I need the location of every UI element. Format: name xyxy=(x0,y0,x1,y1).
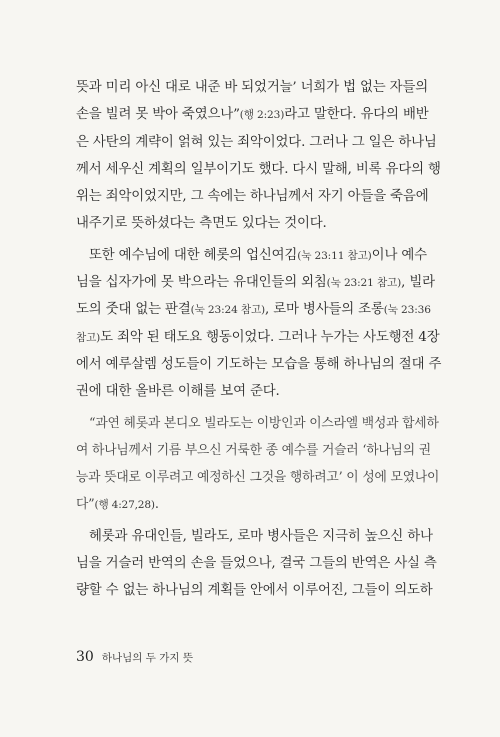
text-line-5: 위는 죄악이었지만, 그 속에는 하나님께서 자기 아들을 죽음에 xyxy=(76,189,429,205)
body-text xyxy=(76,74,442,605)
quote-line-3: 능과 뜻대로 이루려고 예정하신 그것을 행하려고’ 이 성에 모였나이 xyxy=(76,470,440,486)
text-line-1: 뜻과 미리 아신 대로 내준 바 되었거늘’ 너희가 법 없는 자들의 xyxy=(76,80,429,95)
text-line-11: 에서 예루살렘 성도들이 기도하는 모습을 통해 하나님의 절대 주 xyxy=(76,356,442,372)
scripture-reference: (눅 23:21 참고) xyxy=(326,277,402,290)
page-footer xyxy=(76,649,193,665)
text-line-3: 은 사탄의 계략이 얽혀 있는 죄악이었다. 그러나 그 일은 하나님 xyxy=(76,134,437,150)
scripture-reference: (눅 23:11 참고) xyxy=(297,249,372,262)
text-line-18: 님을 거슬러 반역의 손을 들었으나, 결국 그들의 반역은 사실 측 xyxy=(76,556,437,572)
page-number: 30 xyxy=(76,649,94,665)
text-line-19: 량할 수 없는 하나님의 계획들 안에서 이루어진, 그들이 의도하 xyxy=(76,583,433,599)
text-line-4: 께서 세우신 계획의 일부이기도 했다. 다시 말해, 비록 유다의 행 xyxy=(76,161,441,177)
running-title: 하나님의 두 가지 뜻 xyxy=(101,652,193,664)
text-line-10: 참고)도 죄악 된 태도요 행동이었다. 그러나 누가는 사도행전 4장 xyxy=(76,329,440,345)
text-line-9: 도의 줏대 없는 판결(눅 23:24 참고), 로마 병사들의 조롱(눅 23:36 xyxy=(76,302,431,318)
quote-line-1: “과연 헤롯과 본디오 빌라도는 이방인과 이스라엘 백성과 합세하 xyxy=(89,415,439,431)
text-line-2: 손을 빌려 못 박아 죽였으나”(행 2:23)라고 말한다. 유다의 배반 xyxy=(76,107,429,123)
scripture-reference: (행 2:23) xyxy=(239,109,285,122)
scripture-reference: (눅 23:36 xyxy=(383,304,431,317)
text-line-7: 또한 예수님에 대한 헤롯의 업신여김(눅 23:11 참고)이나 예수 xyxy=(89,247,427,263)
text-line-6: 내주기로 뜻하셨다는 측면도 있다는 것이다. xyxy=(76,216,327,232)
text-line-17: 헤롯과 유대인들, 빌라도, 로마 병사들은 지극히 높으신 하나 xyxy=(89,528,433,544)
quote-line-2: 여 하나님께서 기름 부으신 거룩한 종 예수를 거슬러 ‘하나님의 권 xyxy=(76,442,431,458)
scripture-reference: (행 4:27,28) xyxy=(94,499,155,512)
scripture-reference: 참고) xyxy=(76,331,101,344)
quote-line-4: 다”(행 4:27,28). xyxy=(76,497,159,513)
text-line-12: 권에 대한 올바른 이해를 보여 준다. xyxy=(76,384,280,400)
text-line-8: 님을 십자가에 못 박으라는 유대인들의 외침(눅 23:21 참고), 빌라 xyxy=(76,275,435,291)
scripture-reference: (눅 23:24 참고) xyxy=(190,304,266,317)
